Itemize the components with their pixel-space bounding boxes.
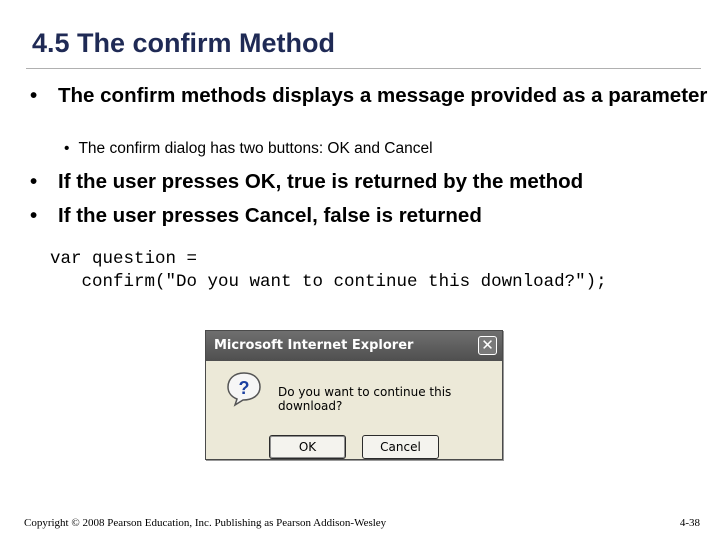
sub-bullet: [64, 140, 433, 158]
bullet-1: [30, 83, 708, 108]
page-number: 4-38: [679, 517, 700, 529]
ok-button[interactable]: OK: [269, 435, 346, 459]
sub-bullet-dot: •: [64, 140, 70, 157]
dialog-title: Microsoft Internet Explorer: [214, 338, 414, 353]
question-icon: [226, 371, 262, 407]
slide-title: 4.5 The confirm Method: [32, 28, 336, 58]
title-divider: [26, 68, 701, 69]
bullet-dot: •: [30, 84, 38, 107]
bullet-1-text: The confirm methods displays a message provided as a parameter: [58, 84, 708, 107]
bullet-2: [30, 169, 708, 194]
bullet-3: [30, 203, 708, 228]
svg-text:?: ?: [238, 378, 250, 398]
sub-bullet-text: The confirm dialog has two buttons: OK and Cancel: [78, 140, 433, 157]
confirm-dialog: [205, 330, 503, 460]
bullet-dot: •: [30, 170, 38, 193]
bullet-3-text: If the user presses Cancel, false is returned: [58, 204, 482, 227]
cancel-button[interactable]: Cancel: [362, 435, 439, 459]
bullet-dot: •: [30, 204, 38, 227]
dialog-body: [206, 361, 502, 461]
code-sample: var question = confirm("Do you want to continue this download?");: [50, 249, 607, 292]
bullet-2-text: If the user presses OK, true is returned by the method: [58, 170, 584, 193]
footer-copyright: Copyright © 2008 Pearson Education, Inc. Publishing as Pearson Addison-Wesley: [24, 517, 387, 529]
dialog-titlebar[interactable]: [206, 331, 502, 361]
dialog-message: Do you want to continue this download?: [278, 385, 452, 413]
close-icon[interactable]: ✕: [478, 336, 497, 355]
